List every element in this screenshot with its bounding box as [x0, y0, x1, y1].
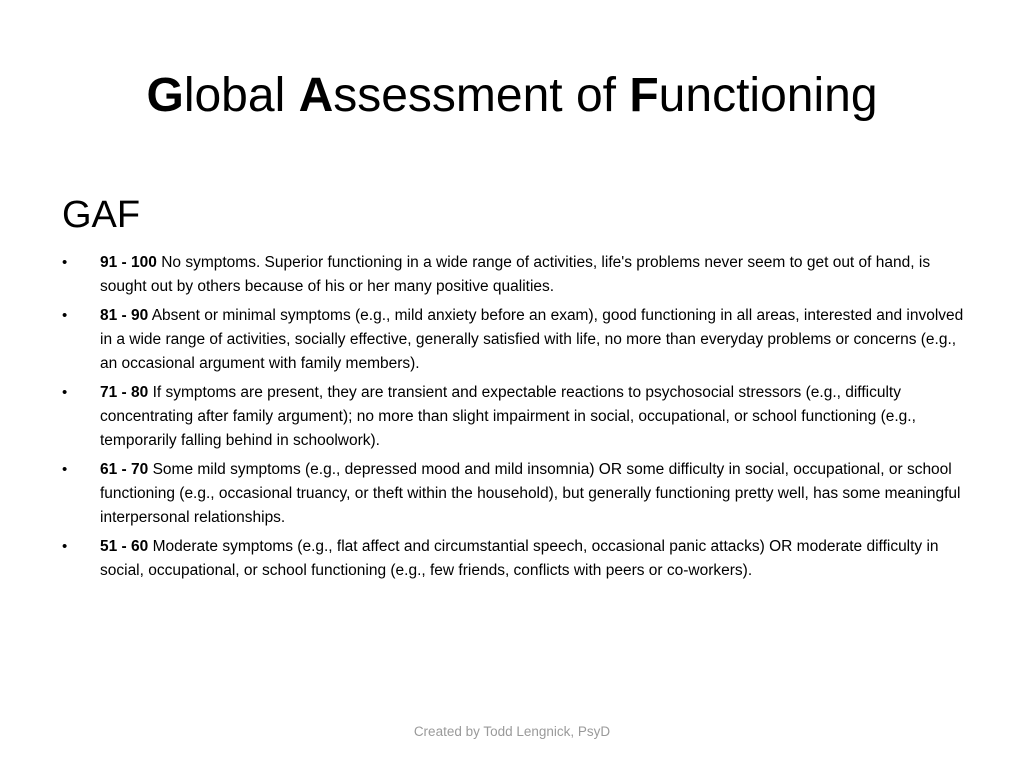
score-range: 81 - 90: [100, 307, 149, 324]
score-description: Some mild symptoms (e.g., depressed mood and mild insomnia) OR some difficulty in social, occupational, or school functioning (e.g., occasional truancy, or theft within the household), but generally functioning pretty well, has some meaningful interpersonal relationships.: [100, 461, 961, 526]
bullet-marker: •: [62, 461, 68, 478]
score-range: 91 - 100: [100, 254, 157, 271]
bullet-item: [62, 381, 974, 453]
title-initial-a: A: [298, 69, 334, 122]
slide-title: [0, 62, 1024, 130]
bullet-item: [62, 304, 974, 376]
section-heading: GAF: [62, 194, 141, 236]
title-initial-f: F: [629, 69, 659, 122]
score-description: If symptoms are present, they are transient and expectable reactions to psychosocial stressors (e.g., difficulty concentrating after family argument); no more than slight impairment in social, occupational, or school functioning (e.g., temporarily falling behind in schoolwork).: [100, 384, 916, 449]
score-description: Moderate symptoms (e.g., flat affect and circumstantial speech, occasional panic attacks) OR moderate difficulty in social, occupational, or school functioning (e.g., few friends, conflicts with peers or co-workers).: [100, 538, 939, 579]
bullet-item: [62, 251, 974, 299]
title-text-ssessment: ssessment of: [333, 69, 630, 122]
bullet-marker: •: [62, 384, 68, 401]
score-description: Absent or minimal symptoms (e.g., mild anxiety before an exam), good functioning in all areas, interested and involved in a wide range of activities, socially effective, generally satisfied with life, no more than everyday problems or concerns (e.g., an occasional argument with family members).: [100, 307, 964, 372]
bullet-marker: •: [62, 538, 68, 555]
score-range: 51 - 60: [100, 538, 149, 555]
bullet-item: [62, 458, 974, 530]
bullet-marker: •: [62, 254, 68, 271]
bullet-list: [62, 251, 974, 588]
title-initial-g: G: [146, 69, 184, 122]
score-range: 61 - 70: [100, 461, 149, 478]
bullet-item: [62, 535, 974, 583]
score-description: No symptoms. Superior functioning in a wide range of activities, life's problems never seem to get out of hand, is sought out by others because of his or her many positive qualities.: [100, 254, 931, 295]
score-range: 71 - 80: [100, 384, 149, 401]
title-text-lobal: lobal: [183, 69, 299, 122]
bullet-marker: •: [62, 307, 68, 324]
footer-credit: Created by Todd Lengnick, PsyD: [413, 724, 611, 739]
title-text-unctioning: unctioning: [658, 69, 878, 122]
